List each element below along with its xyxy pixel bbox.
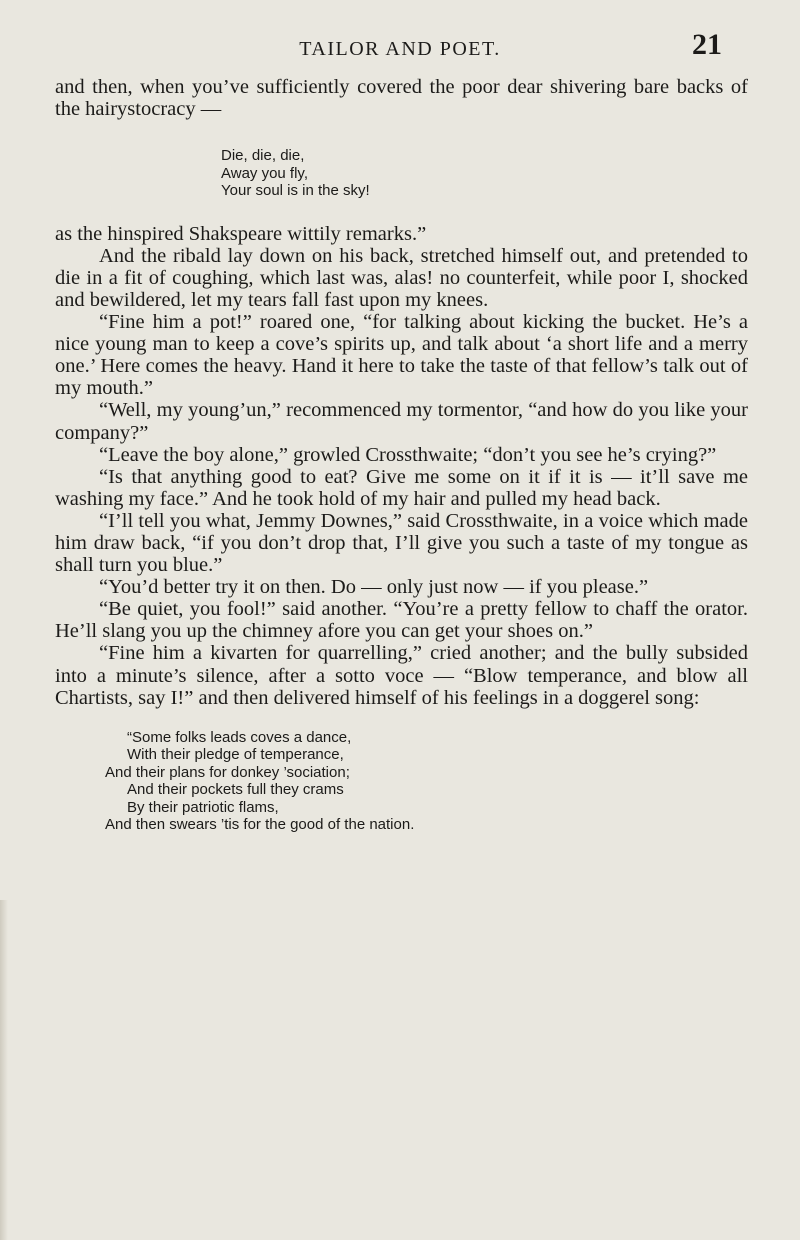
paragraph: “Be quiet, you fool!” said another. “You’re a pretty fellow to chaff the orator. He’ll slang you up the chimney afore you can get your shoes on.”	[55, 598, 748, 643]
paragraph: “Fine him a pot!” roared one, “for talking about kicking the bucket. He’s a nice young man to keep a cove’s spirits up, and talk about ‘a short life and a merry one.’ Here comes the heavy. Hand it here to take the taste of that fellow’s talk out of my mouth.”	[55, 311, 748, 400]
verse-line: And their plans for donkey ’sociation;	[105, 763, 350, 781]
paragraph: “Is that anything good to eat? Give me some on it if it is — it’ll save me washing my face.” And he took hold of my hair and pulled my head back.	[55, 465, 748, 510]
paragraph: “You’d better try it on then. Do — only just now — if you please.”	[99, 576, 649, 599]
song-verse	[105, 729, 748, 834]
running-title: TAILOR AND POET.	[299, 38, 501, 60]
verse-line: “Some folks leads coves a dance,	[127, 728, 352, 746]
page-number: 21	[692, 28, 722, 61]
paragraph: And the ribald lay down on his back, stretched himself out, and pretended to die in a fit of coughing, which last was, alas! no counterfeit, while poor I, shocked and bewildered, let my tears fall fast upon my knees.	[55, 244, 748, 311]
paragraph: “I’ll tell you what, Jemmy Downes,” said Crossthwaite, in a voice which made him draw back, “if you don’t drop that, I’ll give you such a taste of my tongue as shall turn you blue.”	[55, 509, 748, 577]
paragraph: “Well, my young’un,” recommenced my tormentor, “and how do you like your company?”	[55, 399, 748, 444]
paragraph: “Leave the boy alone,” growled Crossthwaite; “don’t you see he’s crying?”	[99, 443, 717, 466]
verse-line: Your soul is in the sky!	[221, 182, 370, 200]
running-head	[0, 14, 800, 61]
verse-line: Away you fly,	[221, 164, 308, 182]
paragraph: “Fine him a kivarten for quarrelling,” cried another; and the bully subsided into a minute’s silence, after a sotto voce — “Blow temperance, and blow all Chartists, say I!” and then delivered himself of his feelings in a doggerel song:	[55, 642, 748, 709]
paragraph: and then, when you’ve sufficiently covered the poor dear shivering bare backs of the hairystocracy —	[55, 76, 748, 121]
verse-block	[221, 147, 748, 200]
verse-line: By their patriotic flams,	[127, 798, 279, 816]
verse-line: And their pockets full they crams	[127, 781, 344, 799]
body-text	[55, 76, 748, 834]
verse-line: Die, die, die,	[221, 147, 305, 165]
paragraph: as the hinspired Shakspeare wittily remarks.”	[55, 222, 427, 245]
page-edge-shadow	[0, 900, 8, 1240]
verse-line: With their pledge of temperance,	[127, 746, 344, 764]
verse-line: And then swears ’tis for the good of the nation.	[105, 816, 415, 834]
